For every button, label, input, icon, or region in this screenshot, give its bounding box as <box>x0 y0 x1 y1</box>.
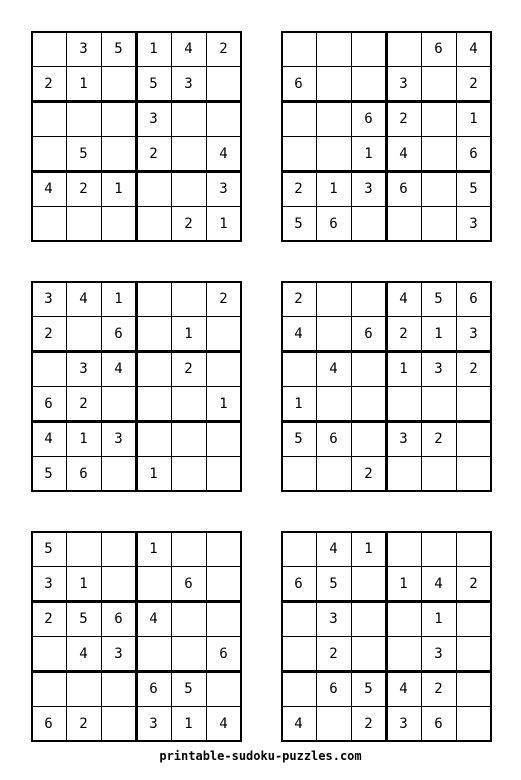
sudoku-cell: 1 <box>149 40 158 57</box>
sudoku-cell[interactable] <box>101 671 136 706</box>
sudoku-cell: 1 <box>149 540 158 557</box>
sudoku-cell[interactable] <box>101 456 136 491</box>
sudoku-cell: 3 <box>434 360 443 377</box>
site-footer: printable-sudoku-puzzles.com <box>159 749 362 763</box>
sudoku-cell: 2 <box>469 575 478 592</box>
sudoku-cell[interactable] <box>421 136 456 171</box>
sudoku-cell[interactable] <box>171 636 206 671</box>
sudoku-cell: 5 <box>329 575 338 592</box>
sudoku-cell: 2 <box>79 180 88 197</box>
sudoku-cell[interactable] <box>421 456 456 491</box>
sudoku-cell[interactable] <box>316 66 351 101</box>
sudoku-cell[interactable] <box>281 456 316 491</box>
sudoku-cell[interactable] <box>281 101 316 136</box>
sudoku-cell[interactable] <box>171 101 206 136</box>
sudoku-cell: 2 <box>364 465 373 482</box>
sudoku-cell: 1 <box>469 110 478 127</box>
sudoku-cell: 6 <box>434 40 443 57</box>
sudoku-cell[interactable] <box>171 281 206 316</box>
sudoku-cell: 4 <box>44 430 53 447</box>
sudoku-cell[interactable] <box>456 671 491 706</box>
sudoku-cell: 3 <box>114 645 123 662</box>
sudoku-cell[interactable] <box>136 386 171 421</box>
sudoku-cell: 4 <box>294 715 303 732</box>
sudoku-cell: 1 <box>434 325 443 342</box>
sudoku-cell: 3 <box>149 110 158 127</box>
sudoku-cell: 1 <box>219 395 228 412</box>
sudoku-cell[interactable] <box>351 386 386 421</box>
sudoku-cell: 6 <box>184 575 193 592</box>
sudoku-cell: 1 <box>79 430 88 447</box>
sudoku-cell[interactable] <box>421 386 456 421</box>
sudoku-cell: 6 <box>329 215 338 232</box>
sudoku-cell: 3 <box>399 75 408 92</box>
sudoku-cell: 1 <box>434 610 443 627</box>
sudoku-cell[interactable] <box>136 281 171 316</box>
sudoku-cell: 1 <box>149 465 158 482</box>
sudoku-cell: 5 <box>294 430 303 447</box>
sudoku-cell[interactable] <box>31 206 66 241</box>
sudoku-cell[interactable] <box>351 281 386 316</box>
sudoku-cell[interactable] <box>66 316 101 351</box>
sudoku-cell: 2 <box>44 325 53 342</box>
sudoku-cell[interactable] <box>206 66 241 101</box>
sudoku-cell: 6 <box>79 465 88 482</box>
sudoku-cell: 2 <box>469 360 478 377</box>
sudoku-cell: 4 <box>79 290 88 307</box>
sudoku-cell: 6 <box>294 75 303 92</box>
sudoku-cell[interactable] <box>456 421 491 456</box>
sudoku-cell[interactable] <box>316 386 351 421</box>
sudoku-cell[interactable] <box>281 671 316 706</box>
sudoku-puzzle-1 <box>31 31 241 241</box>
sudoku-cell[interactable] <box>171 136 206 171</box>
sudoku-cell[interactable] <box>386 531 421 566</box>
sudoku-cell[interactable] <box>206 316 241 351</box>
sudoku-cell[interactable] <box>31 636 66 671</box>
sudoku-cell: 1 <box>399 360 408 377</box>
sudoku-cell: 6 <box>294 575 303 592</box>
sudoku-cell[interactable] <box>316 456 351 491</box>
sudoku-cell: 6 <box>149 680 158 697</box>
sudoku-cell[interactable] <box>456 636 491 671</box>
sudoku-cell: 5 <box>44 540 53 557</box>
sudoku-cell: 3 <box>219 180 228 197</box>
sudoku-cell: 2 <box>329 645 338 662</box>
sudoku-cell[interactable] <box>281 136 316 171</box>
sudoku-cell[interactable] <box>101 386 136 421</box>
sudoku-puzzle-2 <box>281 31 491 241</box>
sudoku-cell: 3 <box>469 325 478 342</box>
sudoku-cell: 4 <box>434 575 443 592</box>
sudoku-cell[interactable] <box>316 31 351 66</box>
sudoku-cell[interactable] <box>386 456 421 491</box>
sudoku-cell[interactable] <box>136 636 171 671</box>
sudoku-cell[interactable] <box>136 316 171 351</box>
sudoku-cell: 6 <box>329 430 338 447</box>
sudoku-cell: 3 <box>44 290 53 307</box>
sudoku-cell[interactable] <box>171 601 206 636</box>
sudoku-cell: 6 <box>44 395 53 412</box>
sudoku-cell: 2 <box>149 145 158 162</box>
sudoku-cell: 2 <box>399 110 408 127</box>
sudoku-cell: 2 <box>79 715 88 732</box>
sudoku-puzzle-6 <box>281 531 491 741</box>
sudoku-cell[interactable] <box>31 351 66 386</box>
sudoku-cell: 1 <box>79 575 88 592</box>
sudoku-cell[interactable] <box>456 601 491 636</box>
sudoku-cell: 1 <box>184 715 193 732</box>
sudoku-cell: 4 <box>44 180 53 197</box>
sudoku-cell: 4 <box>184 40 193 57</box>
sudoku-cell[interactable] <box>281 351 316 386</box>
sudoku-cell: 1 <box>329 180 338 197</box>
sudoku-cell: 2 <box>219 40 228 57</box>
sudoku-cell: 3 <box>79 40 88 57</box>
sudoku-cell: 2 <box>434 680 443 697</box>
sudoku-cell: 2 <box>184 360 193 377</box>
sudoku-cell[interactable] <box>386 601 421 636</box>
sudoku-cell[interactable] <box>66 531 101 566</box>
sudoku-cell[interactable] <box>316 316 351 351</box>
sudoku-cell[interactable] <box>421 66 456 101</box>
sudoku-cell[interactable] <box>136 566 171 601</box>
sudoku-cell[interactable] <box>206 351 241 386</box>
sudoku-cell[interactable] <box>136 421 171 456</box>
sudoku-cell[interactable] <box>101 101 136 136</box>
sudoku-cell[interactable] <box>281 601 316 636</box>
sudoku-cell: 6 <box>114 325 123 342</box>
sudoku-cell[interactable] <box>101 706 136 741</box>
sudoku-cell[interactable] <box>101 66 136 101</box>
sudoku-cell: 3 <box>44 575 53 592</box>
sudoku-puzzle-3 <box>31 281 241 491</box>
sudoku-cell[interactable] <box>206 671 241 706</box>
sudoku-cell[interactable] <box>171 171 206 206</box>
sudoku-cell: 3 <box>364 180 373 197</box>
sudoku-cell: 2 <box>219 290 228 307</box>
sudoku-cell: 2 <box>184 215 193 232</box>
sudoku-cell: 1 <box>364 145 373 162</box>
sudoku-cell[interactable] <box>351 601 386 636</box>
sudoku-puzzle-4 <box>281 281 491 491</box>
sudoku-cell: 2 <box>44 75 53 92</box>
sudoku-cell[interactable] <box>421 206 456 241</box>
sudoku-cell: 1 <box>114 290 123 307</box>
sudoku-cell[interactable] <box>421 101 456 136</box>
sudoku-cell[interactable] <box>206 456 241 491</box>
sudoku-cell[interactable] <box>31 101 66 136</box>
sudoku-cell: 1 <box>399 575 408 592</box>
sudoku-cell[interactable] <box>281 531 316 566</box>
sudoku-cell: 4 <box>329 360 338 377</box>
sudoku-puzzle-5 <box>31 531 241 741</box>
sudoku-cell: 5 <box>434 290 443 307</box>
sudoku-cell[interactable] <box>421 171 456 206</box>
sudoku-cell: 2 <box>294 290 303 307</box>
sudoku-cell[interactable] <box>351 66 386 101</box>
sudoku-cell: 1 <box>184 325 193 342</box>
sudoku-cell[interactable] <box>351 421 386 456</box>
sudoku-cell[interactable] <box>206 101 241 136</box>
sudoku-cell[interactable] <box>206 421 241 456</box>
sudoku-cell: 5 <box>294 215 303 232</box>
sudoku-cell: 5 <box>79 610 88 627</box>
sudoku-cell: 2 <box>434 430 443 447</box>
sudoku-cell: 1 <box>219 215 228 232</box>
sudoku-cell: 5 <box>114 40 123 57</box>
sudoku-cell: 4 <box>149 610 158 627</box>
sudoku-cell: 4 <box>79 645 88 662</box>
sudoku-cell: 2 <box>364 715 373 732</box>
sudoku-cell[interactable] <box>281 636 316 671</box>
sudoku-cell: 5 <box>79 145 88 162</box>
sudoku-cell[interactable] <box>316 281 351 316</box>
sudoku-cell: 6 <box>434 715 443 732</box>
sudoku-cell: 6 <box>364 110 373 127</box>
sudoku-cell: 4 <box>219 145 228 162</box>
sudoku-cell[interactable] <box>456 386 491 421</box>
sudoku-cell[interactable] <box>456 456 491 491</box>
sudoku-cell: 3 <box>434 645 443 662</box>
sudoku-cell: 3 <box>114 430 123 447</box>
sudoku-cell[interactable] <box>351 636 386 671</box>
sudoku-cell: 2 <box>469 75 478 92</box>
sudoku-cell[interactable] <box>171 421 206 456</box>
sudoku-cell: 5 <box>184 680 193 697</box>
sudoku-cell[interactable] <box>101 531 136 566</box>
sudoku-cell: 4 <box>219 715 228 732</box>
sudoku-cell[interactable] <box>421 531 456 566</box>
sudoku-cell: 6 <box>44 715 53 732</box>
sudoku-cell: 6 <box>114 610 123 627</box>
sudoku-cell: 2 <box>79 395 88 412</box>
sudoku-cell: 3 <box>469 215 478 232</box>
sudoku-cell: 6 <box>329 680 338 697</box>
sudoku-cell[interactable] <box>101 206 136 241</box>
sudoku-cell: 3 <box>79 360 88 377</box>
sudoku-cell[interactable] <box>316 101 351 136</box>
sudoku-cell: 2 <box>294 180 303 197</box>
sudoku-cell: 6 <box>469 290 478 307</box>
sudoku-cell[interactable] <box>31 136 66 171</box>
sudoku-cell[interactable] <box>171 386 206 421</box>
sudoku-cell[interactable] <box>316 136 351 171</box>
sudoku-cell[interactable] <box>456 706 491 741</box>
sudoku-cell: 3 <box>399 715 408 732</box>
sudoku-cell: 1 <box>114 180 123 197</box>
sudoku-cell: 1 <box>79 75 88 92</box>
sudoku-cell[interactable] <box>386 206 421 241</box>
sudoku-cell[interactable] <box>386 31 421 66</box>
sudoku-cell[interactable] <box>351 206 386 241</box>
sudoku-cell[interactable] <box>66 101 101 136</box>
sudoku-cell[interactable] <box>136 171 171 206</box>
sudoku-cell[interactable] <box>281 31 316 66</box>
sudoku-cell: 5 <box>149 75 158 92</box>
sudoku-cell: 3 <box>399 430 408 447</box>
sudoku-cell: 6 <box>364 325 373 342</box>
sudoku-cell[interactable] <box>386 386 421 421</box>
sudoku-cell: 4 <box>469 40 478 57</box>
sudoku-cell: 3 <box>184 75 193 92</box>
sudoku-cell: 4 <box>399 290 408 307</box>
sudoku-cell[interactable] <box>206 531 241 566</box>
sudoku-cell: 2 <box>44 610 53 627</box>
sudoku-cell: 4 <box>399 145 408 162</box>
sudoku-cell[interactable] <box>171 456 206 491</box>
sudoku-cell: 5 <box>364 680 373 697</box>
sudoku-cell: 6 <box>399 180 408 197</box>
sudoku-cell[interactable] <box>66 671 101 706</box>
sudoku-cell[interactable] <box>351 351 386 386</box>
sudoku-cell: 4 <box>329 540 338 557</box>
sudoku-cell[interactable] <box>101 566 136 601</box>
sudoku-cell[interactable] <box>206 566 241 601</box>
sudoku-cell: 6 <box>219 645 228 662</box>
sudoku-cell[interactable] <box>386 636 421 671</box>
sudoku-cell: 4 <box>294 325 303 342</box>
sudoku-cell: 3 <box>149 715 158 732</box>
sudoku-cell[interactable] <box>351 566 386 601</box>
sudoku-cell: 1 <box>294 395 303 412</box>
sudoku-cell[interactable] <box>31 671 66 706</box>
sudoku-cell: 6 <box>469 145 478 162</box>
sudoku-cell: 4 <box>399 680 408 697</box>
sudoku-cell[interactable] <box>31 31 66 66</box>
sudoku-cell[interactable] <box>136 351 171 386</box>
sudoku-cell: 1 <box>364 540 373 557</box>
sudoku-cell: 4 <box>114 360 123 377</box>
sudoku-cell[interactable] <box>206 601 241 636</box>
sudoku-cell[interactable] <box>171 531 206 566</box>
sudoku-cell: 5 <box>44 465 53 482</box>
sudoku-cell[interactable] <box>456 531 491 566</box>
sudoku-cell[interactable] <box>101 136 136 171</box>
sudoku-cell[interactable] <box>66 206 101 241</box>
sudoku-cell[interactable] <box>136 206 171 241</box>
sudoku-cell: 5 <box>469 180 478 197</box>
sudoku-cell: 3 <box>329 610 338 627</box>
sudoku-cell[interactable] <box>351 31 386 66</box>
sudoku-cell: 2 <box>399 325 408 342</box>
sudoku-cell[interactable] <box>316 706 351 741</box>
